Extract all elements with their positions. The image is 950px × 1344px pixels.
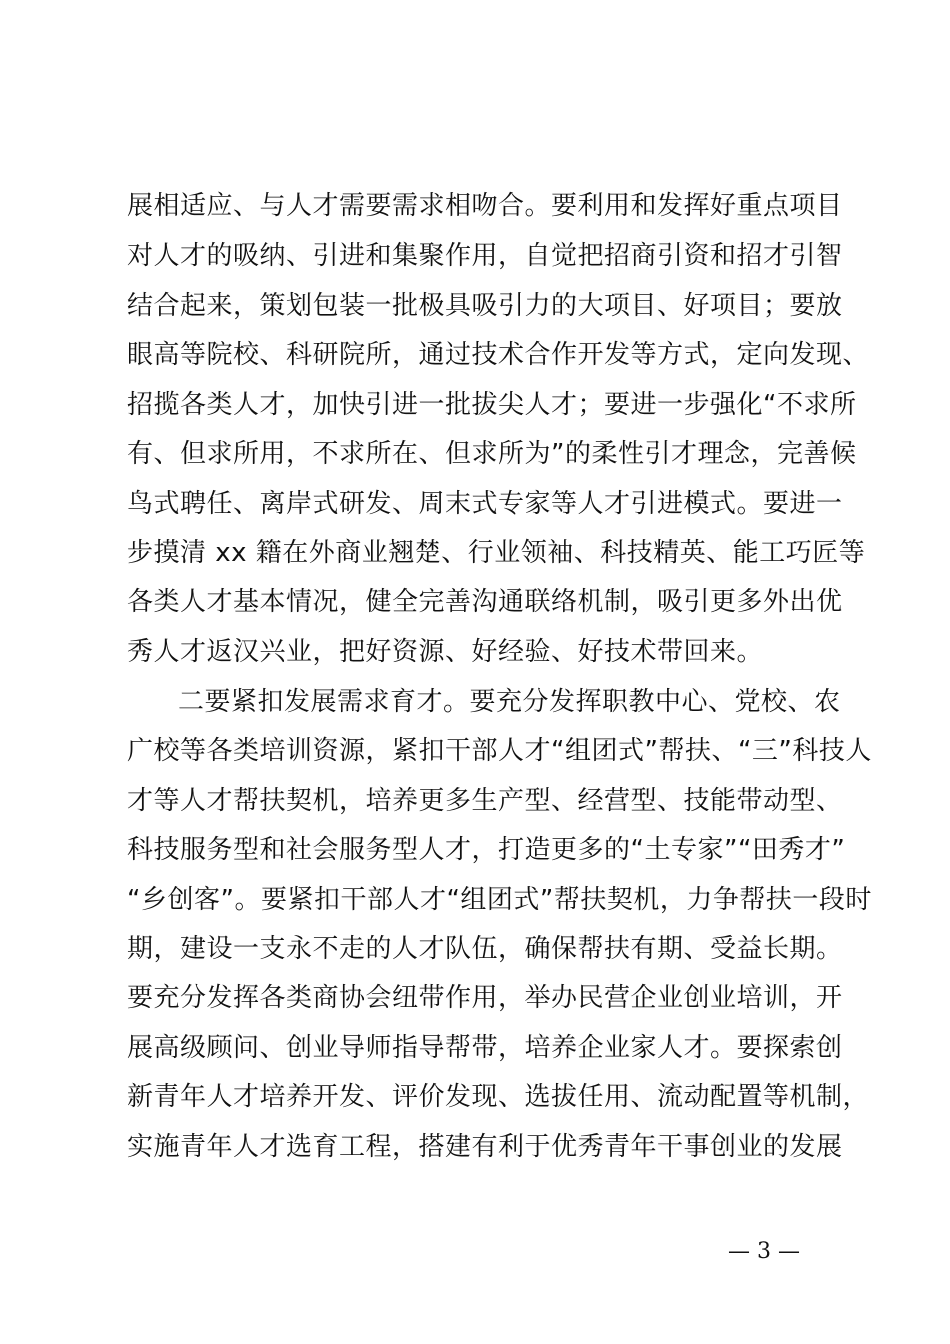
page-number: — 3 — bbox=[728, 1239, 800, 1264]
text-line: 广校等各类培训资源，紧扣干部人才“组团式”帮扶、“三”科技人 bbox=[127, 736, 872, 766]
text-line: “乡创客”。要紧扣干部人才“组团式”帮扶契机，力争帮扶一段时 bbox=[127, 885, 872, 915]
text-line: 才等人才帮扶契机，培养更多生产型、经营型、技能带动型、 bbox=[127, 786, 843, 816]
text-line: 科技服务型和社会服务型人才，打造更多的“土专家”“田秀才” bbox=[127, 835, 846, 865]
text-line: 有、但求所用，不求所在、但求所为”的柔性引才理念，完善候 bbox=[127, 439, 857, 469]
text-line: 对人才的吸纳、引进和集聚作用，自觉把招商引资和招才引智 bbox=[127, 241, 843, 271]
text-line: 鸟式聘任、离岸式研发、周末式专家等人才引进模式。要进一 bbox=[127, 489, 843, 519]
text-line: 要充分发挥各类商协会纽带作用，举办民营企业创业培训，开 bbox=[127, 983, 843, 1013]
text-line: 招揽各类人才，加快引进一批拔尖人才；要进一步强化“不求所 bbox=[127, 390, 857, 420]
text-line: 各类人才基本情况，健全完善沟通联络机制，吸引更多外出优 bbox=[127, 587, 843, 617]
text-line: 步摸清 xx 籍在外商业翘楚、行业领袖、科技精英、能工巧匠等 bbox=[127, 538, 866, 568]
text-line: 结合起来，策划包装一批极具吸引力的大项目、好项目；要放 bbox=[127, 291, 843, 321]
text-line: 二要紧扣发展需求育才。要充分发挥职教中心、党校、农 bbox=[178, 687, 841, 717]
text-line: 新青年人才培养开发、评价发现、选拔任用、流动配置等机制， bbox=[127, 1082, 870, 1112]
text-line: 展高级顾问、创业导师指导帮带，培养企业家人才。要探索创 bbox=[127, 1033, 843, 1063]
text-line: 期，建设一支永不走的人才队伍，确保帮扶有期、受益长期。 bbox=[127, 934, 843, 964]
text-line: 眼高等院校、科研院所，通过技术合作开发等方式，定向发现、 bbox=[127, 340, 870, 370]
text-line: 展相适应、与人才需要需求相吻合。要利用和发挥好重点项目 bbox=[127, 191, 843, 221]
text-line: 实施青年人才选育工程，搭建有利于优秀青年干事创业的发展 bbox=[127, 1132, 843, 1162]
text-line: 秀人才返汉兴业，把好资源、好经验、好技术带回来。 bbox=[127, 637, 764, 667]
